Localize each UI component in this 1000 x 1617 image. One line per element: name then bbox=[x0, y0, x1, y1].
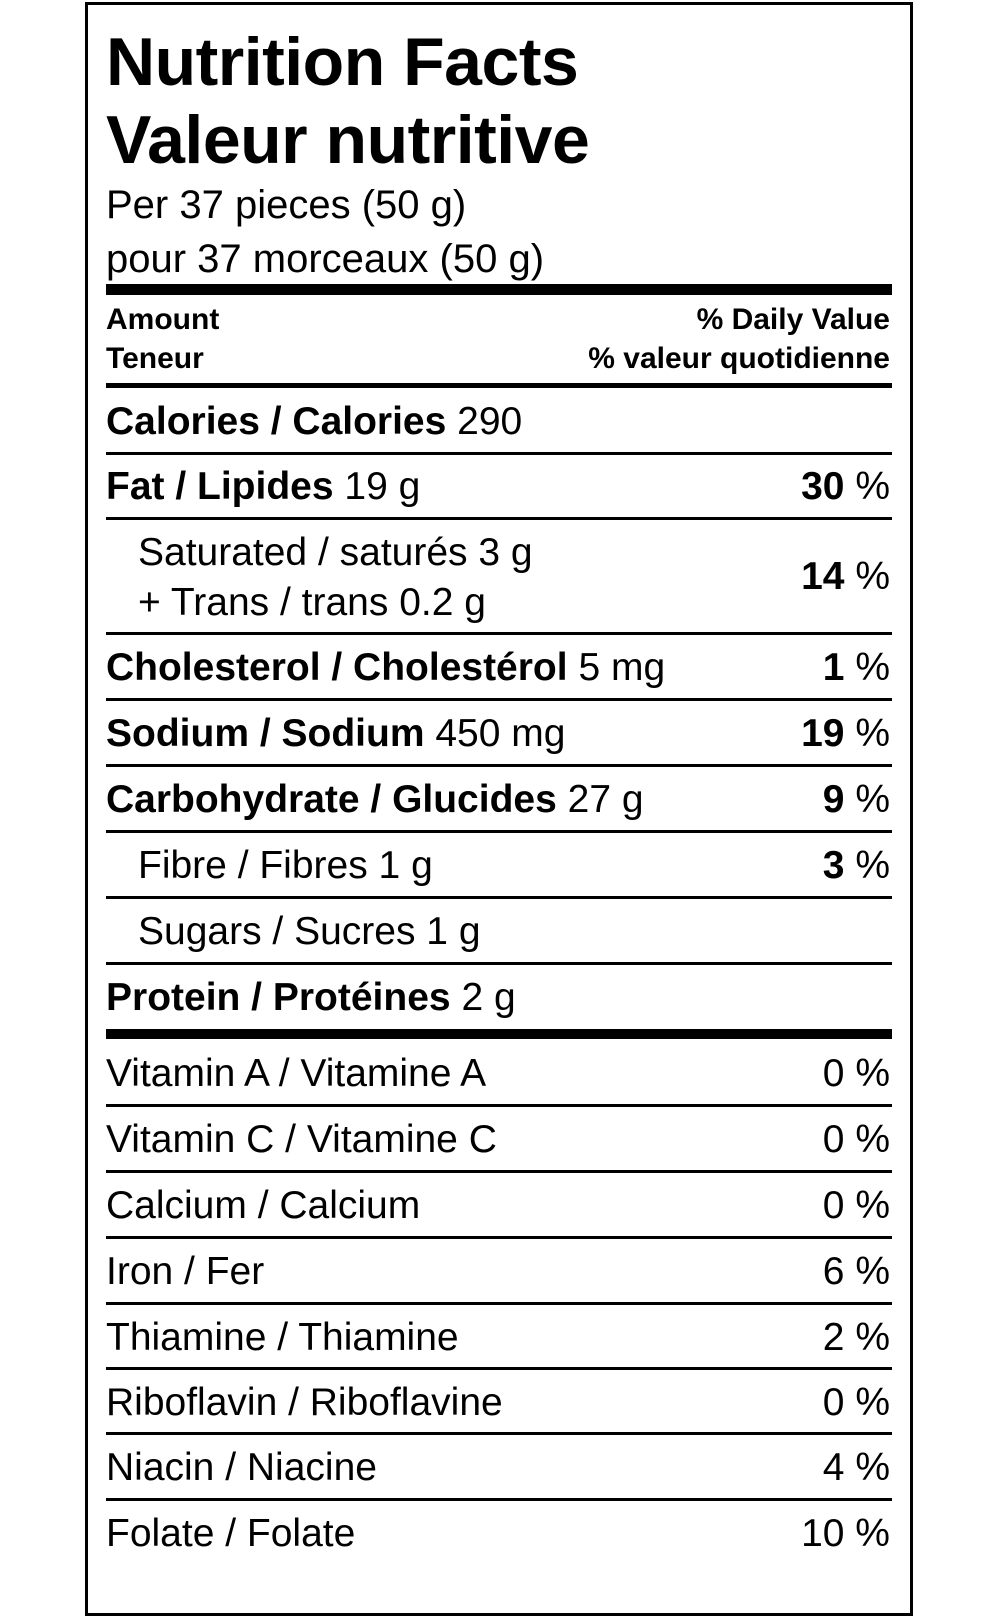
row-divider bbox=[106, 1432, 892, 1435]
fat-dv-unit: % bbox=[855, 465, 890, 508]
sodium-label: Sodium / Sodium bbox=[106, 712, 425, 755]
fat-text bbox=[106, 461, 420, 513]
thiamine-row bbox=[106, 1311, 892, 1365]
sugars-row bbox=[106, 905, 892, 959]
fat-row bbox=[106, 461, 892, 513]
nutrition-facts-label bbox=[85, 2, 913, 1616]
folate-label: Folate / Folate bbox=[106, 1512, 356, 1555]
cholesterol-text bbox=[106, 641, 665, 695]
row-divider bbox=[106, 452, 892, 455]
cholesterol-daily-value bbox=[823, 641, 890, 695]
protein-text bbox=[106, 971, 516, 1025]
header-divider bbox=[106, 383, 892, 388]
sodium-text bbox=[106, 707, 565, 761]
folate-daily-value: 10 % bbox=[801, 1512, 890, 1555]
fat-daily-value bbox=[801, 461, 890, 513]
serving-size-french: pour 37 morceaux (50 g) bbox=[106, 237, 545, 281]
row-divider bbox=[106, 1367, 892, 1370]
fat-dv-number: 30 bbox=[801, 465, 845, 508]
calories-text bbox=[106, 397, 522, 447]
cholesterol-amount: 5 mg bbox=[578, 646, 666, 689]
row-divider bbox=[106, 698, 892, 701]
vitamin-c-label: Vitamin C / Vitamine C bbox=[106, 1118, 497, 1161]
row-divider bbox=[106, 830, 892, 833]
vitamin-a-daily-value: 0 % bbox=[822, 1052, 890, 1095]
vitamin-a-row bbox=[106, 1047, 892, 1101]
protein-amount: 2 g bbox=[461, 976, 516, 1019]
thick-divider bbox=[106, 284, 892, 295]
carbohydrate-text bbox=[106, 773, 644, 827]
carbohydrate-row bbox=[106, 773, 892, 827]
row-divider bbox=[106, 1170, 892, 1173]
row-divider bbox=[106, 1302, 892, 1305]
row-divider bbox=[106, 632, 892, 635]
niacin-label: Niacin / Niacine bbox=[106, 1446, 377, 1489]
sugars-label: Sugars / Sucres 1 g bbox=[138, 910, 481, 953]
iron-label: Iron / Fer bbox=[106, 1250, 265, 1293]
fat-amount: 19 g bbox=[344, 465, 421, 508]
daily-value-header-french: % valeur quotidienne bbox=[588, 342, 890, 375]
cholesterol-dv-number: 1 bbox=[822, 646, 845, 689]
vitamin-c-row bbox=[106, 1113, 892, 1167]
niacin-daily-value: 4 % bbox=[822, 1446, 890, 1489]
saturated-trans-dv-unit: % bbox=[855, 555, 890, 598]
riboflavin-label: Riboflavin / Riboflavine bbox=[106, 1381, 503, 1424]
amount-header-french: Teneur bbox=[106, 342, 204, 375]
vitamin-a-label: Vitamin A / Vitamine A bbox=[106, 1052, 487, 1095]
daily-value-header-english: % Daily Value bbox=[696, 303, 890, 336]
protein-label: Protein / Protéines bbox=[106, 976, 451, 1019]
fibre-dv-unit: % bbox=[855, 844, 890, 887]
sodium-daily-value bbox=[801, 707, 890, 761]
calories-value: 290 bbox=[457, 400, 523, 443]
calcium-label: Calcium / Calcium bbox=[106, 1184, 421, 1227]
iron-daily-value: 6 % bbox=[822, 1250, 890, 1293]
sodium-amount: 450 mg bbox=[435, 712, 566, 755]
thiamine-label: Thiamine / Thiamine bbox=[106, 1316, 459, 1359]
title-english: Nutrition Facts bbox=[106, 24, 579, 100]
riboflavin-daily-value: 0 % bbox=[822, 1381, 890, 1424]
calories-row bbox=[106, 397, 892, 447]
cholesterol-label: Cholesterol / Cholestérol bbox=[106, 646, 568, 689]
row-divider bbox=[106, 764, 892, 767]
carbohydrate-daily-value bbox=[823, 773, 890, 827]
sodium-dv-unit: % bbox=[855, 712, 890, 755]
cholesterol-dv-unit: % bbox=[855, 646, 890, 689]
niacin-row bbox=[106, 1441, 892, 1495]
thiamine-daily-value: 2 % bbox=[822, 1316, 890, 1359]
title-french: Valeur nutritive bbox=[106, 102, 590, 178]
fibre-label: Fibre / Fibres 1 g bbox=[138, 844, 433, 887]
row-divider bbox=[106, 1104, 892, 1107]
saturated-trans-dv-number: 14 bbox=[801, 555, 845, 598]
saturated-trans-daily-value bbox=[801, 553, 890, 601]
thick-divider bbox=[106, 1029, 892, 1039]
folate-row bbox=[106, 1507, 892, 1561]
fat-label: Fat / Lipides bbox=[106, 465, 334, 508]
protein-row bbox=[106, 971, 892, 1025]
fibre-daily-value bbox=[823, 839, 890, 893]
fibre-row bbox=[106, 839, 892, 893]
cholesterol-row bbox=[106, 641, 892, 695]
carbohydrate-amount: 27 g bbox=[567, 778, 644, 821]
carbohydrate-dv-unit: % bbox=[855, 778, 890, 821]
saturated-trans-row bbox=[106, 527, 892, 629]
amount-header-english: Amount bbox=[106, 303, 220, 336]
riboflavin-row bbox=[106, 1376, 892, 1430]
fibre-dv-number: 3 bbox=[822, 844, 845, 887]
row-divider bbox=[106, 1236, 892, 1239]
row-divider bbox=[106, 1498, 892, 1501]
calcium-row bbox=[106, 1179, 892, 1233]
row-divider bbox=[106, 962, 892, 965]
row-divider bbox=[106, 517, 892, 520]
sodium-row bbox=[106, 707, 892, 761]
row-divider bbox=[106, 896, 892, 899]
carbohydrate-dv-number: 9 bbox=[822, 778, 845, 821]
vitamin-c-daily-value: 0 % bbox=[822, 1118, 890, 1161]
calories-label: Calories / Calories bbox=[106, 400, 447, 443]
serving-size-english: Per 37 pieces (50 g) bbox=[106, 183, 467, 227]
sodium-dv-number: 19 bbox=[801, 712, 845, 755]
calcium-daily-value: 0 % bbox=[822, 1184, 890, 1227]
saturated-label: Saturated / saturés 3 g bbox=[138, 531, 533, 574]
trans-label: + Trans / trans 0.2 g bbox=[138, 581, 486, 624]
carbohydrate-label: Carbohydrate / Glucides bbox=[106, 778, 557, 821]
iron-row bbox=[106, 1245, 892, 1299]
